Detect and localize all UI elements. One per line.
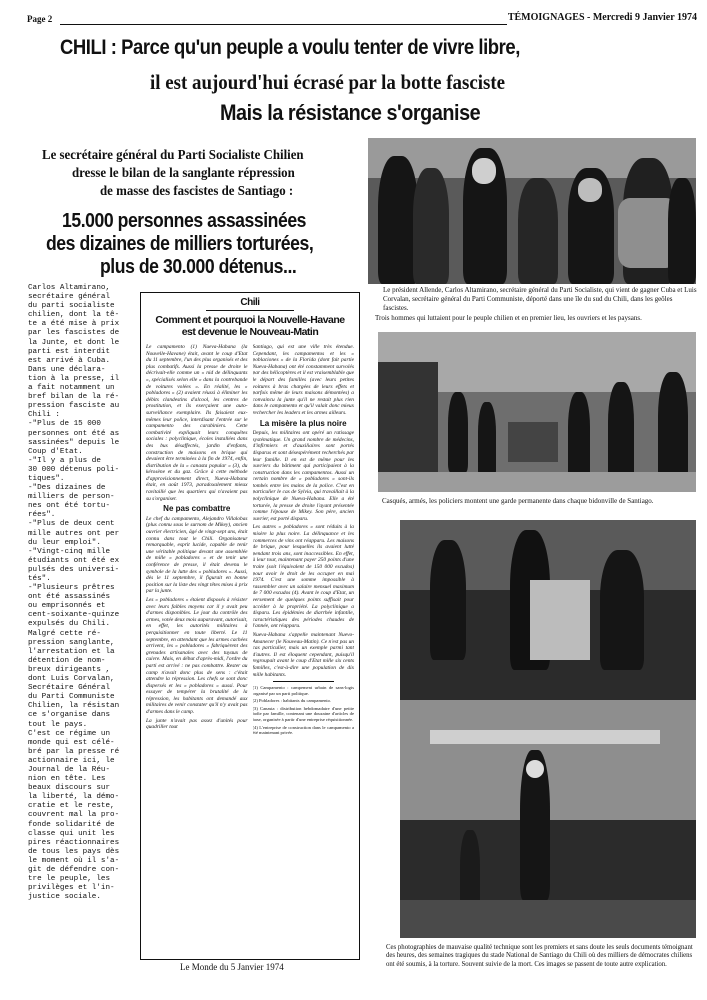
box-paragraph: Nueva-Habana s'appelle maintenant Nuevo-Amanecer (le Nouveau-Matin). Ce n'est pas un cas particulier, mais un exemple parmi tant d'autres. Il est éloquent cependant, puisqu'il regroupait avant le coup d'Etat mille six cents familles, c'est-à-dire une population de dix mille habitants. <box>252 631 354 678</box>
box-column-1 <box>146 344 248 904</box>
headline-line-2: il est aujourd'hui écrasé par la botte fasciste <box>150 70 506 94</box>
photo-national-stadium <box>400 520 696 938</box>
box-title-1: Comment et pourquoi la Nouvelle-Havane <box>155 314 345 326</box>
footnote: (3) Canasta : distribution hebdomadaire d'une petite boîte par famille, contenant une douzaine d'articles de base, organisée à partir d'une entreprise réquisitionnée. <box>252 705 354 723</box>
footnote: (1) Campamento : campement urbain de sans-logis organisé par un parti politique. <box>252 685 354 696</box>
box-paragraph: Santiago, qui est une ville très étendue. Cependant, les campamentos et les « poblaciones » de la Florida (dont fait partie Nueva-Habana) ont été constamment survolés par des hélicoptères et il est vraisemblable que le départ des familles (avec leurs petites voitures à bras chargées de leurs effets et parfois même de leurs maisons démontées) a convaincu la junte qu'il ne restait plus rien dans le campamento et qu'il valait donc mieux rechercher les leaders et les armes ailleurs. <box>252 344 354 416</box>
box-paragraph: Les autres « pobladores » sont réduits à la misère la plus noire. La délinquance et les commerces de vins ont réapparu. Les maisons de brique, pour lesquelles ils avaient lutté pendant trois ans, sont inaccessibles. En effet, à leur tour, maintenant payer 250 points d'une traite (soit l'équivalent de 150 000 escudos) pour avoir le droit de les occuper en mai 1974. C'est une somme impossible à rassembler avec un salaire mensuel maximum de 7 000 escudos (4). Avant le coup d'Etat, un versement de quelques points suffisait pour accéder à la propriété. La polyclinique a disparu. Les épidémies de diarrhée infantile, caractéristiques des périodes chaudes de l'année, ont réapparu. <box>252 524 354 630</box>
page-number: Page 2 <box>27 14 53 24</box>
footnote: (4) L'entreprise de construction dans le campamento a été maintenant privée. <box>252 724 354 736</box>
figures-line-1: 15.000 personnes assassinées <box>62 210 307 232</box>
photo-allende-altamirano-corvalan <box>368 138 696 284</box>
subheadline-line-1: Le secrétaire général du Parti Socialiste Chilien <box>42 148 304 163</box>
figures-line-3: plus de 30.000 détenus... <box>100 256 297 278</box>
box-title-2: est devenue le Nouveau-Matin <box>181 326 319 338</box>
box-paragraph: Le campamento (1) Nueva-Habana (la Nouvelle-Havane) était, avant le coup d'Etat du 11 septembre, l'un des plus organisés et des plus combatifs. Aussi la presse de droite le décrivait-elle comme un « nid de délinquants », spécialisés selon elle « dans la contrebande de voitures volées ». En réalité, les « pobladores » (2) avaient réussi à éliminer les débits clandestins d'alcool, les centres de prostitution, et ils exerçaient une auto-surveillance exemplaire. Ils faisaient eux-mêmes leur police, interdisant l'entrée sur le campamento des carabiniers. Cette combativité expliquait leurs conquêtes sociales : polyclinique, écoles installées dans des bus désaffectés, jardin d'enfants, construction de maisons en brique qui devaient être terminées à la fin de 1974, enfin, distribution de la « canasta popular » (3), du kérosène et du gaz. Grâce à cette méthode d'approvisionnement direct, Nueva-Habana était, en août 1973, paradoxalement mieux ravitaillé que les quartiers qui n'avaient pas su s'organiser. <box>146 344 248 502</box>
box-subhead-1: Ne pas combattre <box>163 504 231 514</box>
article-box <box>140 292 360 960</box>
box-paragraph: La junte n'avait pas assez d'unités pour quadriller tout <box>146 717 248 731</box>
box-subhead-2: La misère la plus noire <box>259 418 347 428</box>
left-column-text: Carlos Altamirano, secrétaire général du parti socialiste chilien, dont la tê- te a été mise à prix par les fascistes de la Junte, et dont le parti est interdit est arrivé à Cuba. Dans une déclara- tion à la presse, il a fait notamment un bref bilan de la ré- pression fasciste au Chili : -"Plus de 15 000 personnes ont été as sassinées" depuis le Coup d'Etat. -"Il y a plus de 30 000 détenus poli- tiques". -"Des dizaines de milliers de person- nes ont été tortu- rées". -"Plus de deux cent mille autres ont per du leur emploi". -"Vingt-cinq mille étudiants ont été ex pulsés des universi- tés". -"Plusieurs prêtres ont été assassinés ou emprisonnés et cent-soixante-quinze expulsés du Chili. Malgré cette ré- pression sanglante, l'arrestation et la détention de nom- breux dirigeants , dont Luis Corvalan, Secrétaire Général du Parti Communiste Chilien, la résistan ce s'organise dans tout le pays. C'est ce régime un monde qui est célé- bré par la presse ré actionnaire ici, le Journal de la Réu- nion en tête. Les beaux discours sur la liberté, la démo- cratie et le reste, couvrent mal la pro- fonde solidarité de classe qui unit les pires réactionnaires de tous les pays dès le moment où il s'a- git de défendre con- tre le peuple, les privilèges et l'in- justice sociale. <box>28 284 120 902</box>
box-columns <box>146 344 354 904</box>
footnote: (2) Pobladores : habitants du campamento. <box>252 698 332 704</box>
headline-line-3: Mais la résistance s'organise <box>220 100 481 125</box>
box-column-2 <box>253 344 355 904</box>
subheadline-line-2: dresse le bilan de la sanglante répression <box>72 166 295 181</box>
figures-line-2: des dizaines de milliers torturées, <box>46 233 314 255</box>
photo1-caption: Le président Allende, Carlos Altamirano, secrétaire général du Parti Socialiste, qui vient de gagner Cuba et Luis Corvalan, secrétaire général du Parti Communiste, déporté dans une île du sud du Chili, dans les geôles fascistes. <box>383 286 697 312</box>
box-paragraph: Le chef du campamento, Alejandro Villalobas (plus connu sous le surnom de Mikey), ancien ouvrier électricien, âgé de vingt-sept ans, était connu dans tout le Chili. Organisateur remarquable, esprit lucide, capable de tenir une véritable politique devant une assemblée de mille « pobladores » et de tenir une conférence de presse, il était devenu le symbole de la lutte des « pobladores ». Aussi, dès le 11 septembre, il figurait en bonne position sur la liste des vingt têtes mises à prix par la junte. <box>146 515 248 595</box>
box-paragraph: Depuis, les militaires ont opéré un ratissage systématique. Un grand nombre de médecins, d'infirmiers et d'auxiliaires sont portés disparus et sont désespérément recherchés par leur famille. Il en est de même pour les ouvriers du bâtiment qui participaient à la construction dans les campamentos. Aussi un certain nombre de « pobladores » sont-ils tombés entre les mains de la police. C'est en particulier le cas de Sylvia, qui travaillait à la polyclinique de Nueva-Habana. Elle a été torturée, la presse de droite l'ayant présentée comme l'épouse de Mikey. Son père, ancien ouvrier, est porté disparu. <box>252 430 354 522</box>
photo-police-guard <box>378 332 696 492</box>
photo1-caption-2: Trois hommes qui luttaient pour le peuple chilien et en premier lieu, les ouvriers et les paysans. <box>375 314 642 322</box>
subheadline-line-3: de masse des fascistes de Santiago : <box>100 184 294 199</box>
box-paragraph: Les « pobladores » étaient disposés à résister avec leurs faibles moyens car il y avait peu d'armes disponibles. Le jour du contrôle des armes, votée deux mois auparavant, autorisait, en effet, les autorités militaires à perquisitionner en toute liberté. Le 11 septembre, en attendant que les armes cachées arrivent, les « pobladores » fabriquèrent des grenades artisanales avec des tuyaux de cuivre. Mais, en début d'après-midi, l'ordre du parti est arrivé : ne pas combattre. Rester au camp n'avait donc plus de sens : c'était attendre la répression. Les chefs se sont donc dispersés et les « pobladores » aussi. Pour essayer de tempérer la brutalité de la répression, les habitants ont demandé aux militaires de venir constater qu'il n'y avait pas d'armes dans le camp. <box>146 596 248 716</box>
headline-line-1: CHILI : Parce qu'un peuple a voulu tenter de vivre libre, <box>60 36 520 59</box>
box-source: Le Monde du 5 Janvier 1974 <box>180 962 284 972</box>
photo2-caption: Casqués, armés, les policiers montent une garde permanente dans chaque bidonville de Santiago. <box>382 497 654 505</box>
kicker-rule <box>206 310 294 311</box>
newspaper-dateline: TÉMOIGNAGES - Mercredi 9 Janvier 1974 <box>507 12 697 23</box>
header-rule <box>60 24 507 25</box>
photo3-caption: Ces photographies de mauvaise qualité technique sont les premiers et sans doute les seuls documents témoignant des heures, des semaines tragiques du stade National de Santiago du Chili où des milliers de démocrates chiliens ont été soumis, à la torture. Souvent suivie de la mort. Ces images se passent de toute autre explication. <box>386 944 693 968</box>
box-kicker: Chili <box>240 297 260 308</box>
footnote-rule <box>273 681 335 682</box>
